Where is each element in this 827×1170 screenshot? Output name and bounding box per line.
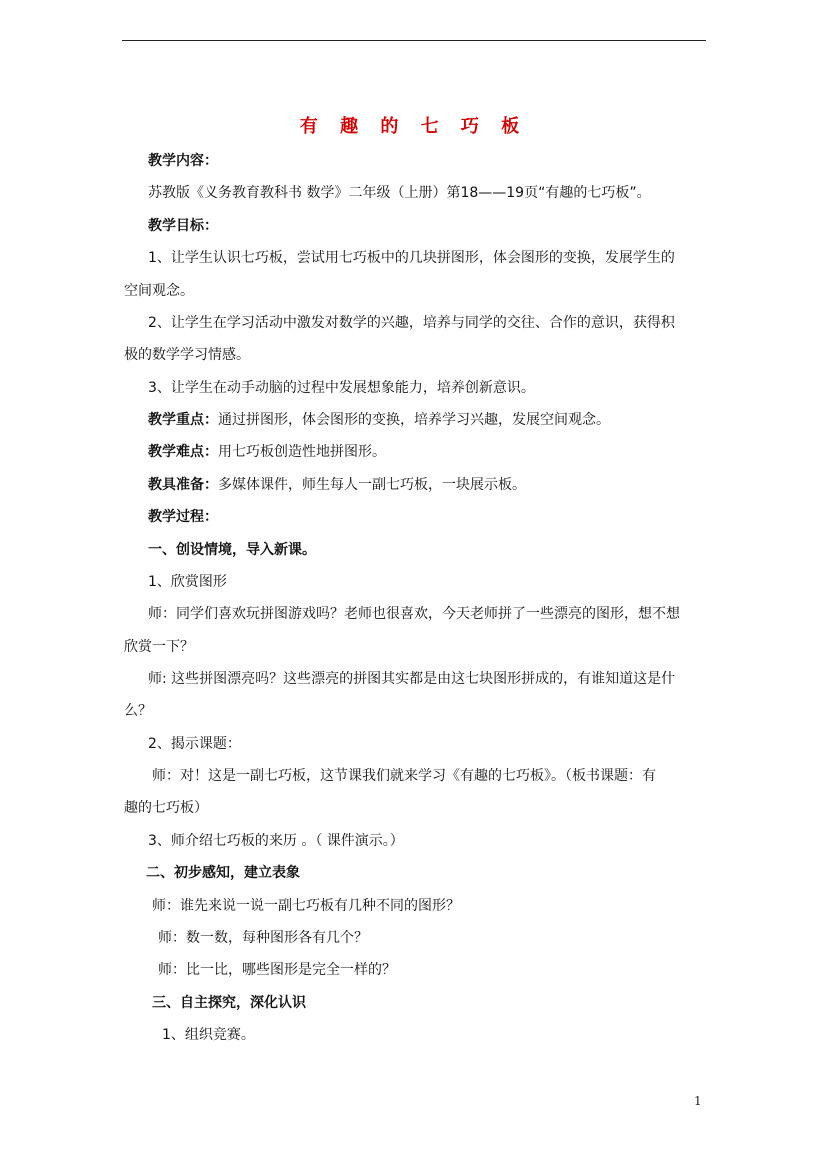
goal-item-2: 2、让学生在学习活动中激发对数学的兴趣，培养与同学的交往、合作的意识，获得积 [148,315,675,331]
difficulty-text: 用七巧板创造性地拼图形。 [218,444,386,460]
paragraph-line: 师：数一数，每种图形各有几个？ [158,930,368,946]
page-number: 1 [694,1094,702,1108]
paragraph-line-cont: 趣的七巧板） [124,800,208,816]
difficulty-line [148,443,386,461]
difficulty-label: 教学难点： [148,444,218,460]
paragraph-line: 3、师介绍七巧板的来历 。（ 课件演示。） [148,833,404,849]
paragraph-line: 2、揭示课题： [148,736,241,752]
key-points-text: 通过拼图形，体会图形的变换，培养学习兴趣，发展空间观念。 [218,412,610,428]
paragraph-line: 1、欣赏图形 [148,574,227,590]
goal-item-1: 1、让学生认识七巧板，尝试用七巧板中的几块拼图形，体会图形的变换，发展学生的 [148,250,675,266]
goal-item-3: 3、让学生在动手动脑的过程中发展想象能力，培养创新意识。 [148,380,535,396]
section-heading-content: 教学内容： [148,153,218,169]
step-heading-1: 一、创设情境，导入新课。 [148,542,316,558]
materials-text: 多媒体课件，师生每人一副七巧板，一块展示板。 [218,477,526,493]
paragraph-line-cont: 欣赏一下？ [124,639,194,655]
paragraph-line: 1、组织竞赛。 [162,1027,255,1043]
page-title: 有 趣 的 七 巧 板 [299,116,528,137]
header-rule [122,40,706,41]
materials-line [148,476,526,494]
paragraph-line-cont: 么？ [124,703,152,719]
key-points-line [148,411,610,429]
paragraph-line: 师: 这些拼图漂亮吗？这些漂亮的拼图其实都是由这七块图形拼成的，有谁知道这是什 [148,671,676,687]
paragraph-line: 师：谁先来说一说一副七巧板有几种不同的图形？ [152,898,460,914]
materials-label: 教具准备： [148,477,218,493]
paragraph-line: 师：同学们喜欢玩拼图游戏吗？老师也很喜欢，今天老师拼了一些漂亮的图形，想不想 [148,606,680,622]
key-points-label: 教学重点： [148,412,218,428]
goal-item-2-cont: 极的数学学习情感。 [124,347,250,363]
goal-item-1-cont: 空间观念。 [124,283,194,299]
step-heading-2: 二、初步感知，建立表象 [146,865,300,881]
step-heading-3: 三、自主探究，深化认识 [152,995,306,1011]
paragraph-line: 师：对！这是一副七巧板，这节课我们就来学习《有趣的七巧板》。（板书课题：有 [152,768,656,784]
paragraph-line: 师：比一比，哪些图形是完全一样的？ [158,962,396,978]
section-heading-process: 教学过程： [148,509,218,525]
section-heading-goals: 教学目标： [148,218,218,234]
paragraph-line: 苏教版《义务教育教科书 数学》二年级（上册）第18——19页“有趣的七巧板”。 [148,185,651,201]
